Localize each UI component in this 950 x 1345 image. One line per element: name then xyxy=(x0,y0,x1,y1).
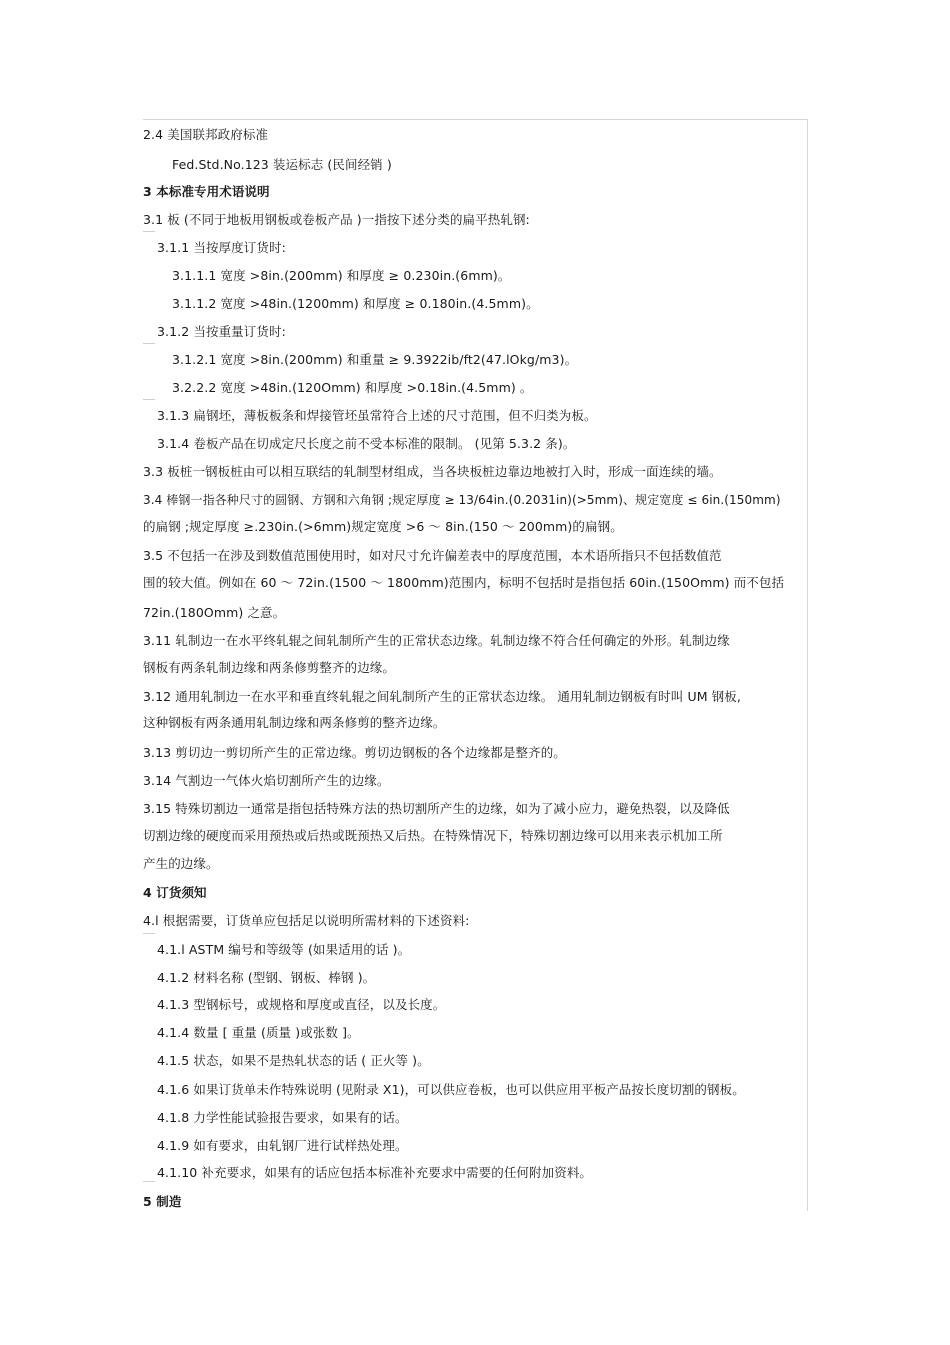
paragraph-line: Fed.Std.No.123 装运标志 (民间经销 ) xyxy=(172,157,392,172)
paragraph-line: 围的较大值。例如在 60 ～ 72in.(1500 ～ 1800mm)范围内，标明不包括时是指包括 60in.(150Omm) 而不包括 xyxy=(143,575,785,590)
list-item: 3.1.1.2 宽度 >48in.(1200mm) 和厚度 ≥ 0.180in.(4.5mm)。 xyxy=(172,296,539,311)
list-item: 4.1.10 补充要求，如果有的话应包括本标准补充要求中需要的任何附加资料。 xyxy=(157,1165,593,1180)
list-item: 4.1.4 数量 [ 重量 (质量 )或张数 ]。 xyxy=(157,1025,360,1040)
section-heading: 5 制造 xyxy=(143,1194,182,1209)
indent-marker xyxy=(143,399,155,400)
list-item: 4.1.2 材料名称 (型钢、钢板、棒钢 )。 xyxy=(157,970,376,985)
paragraph-line: 3.15 特殊切割边一通常是指包括特殊方法的热切割所产生的边缘，如为了减小应力，避免热裂，以及降低 xyxy=(143,801,730,816)
list-item: 4.1.9 如有要求，由轧钢厂进行试样热处理。 xyxy=(157,1138,408,1153)
paragraph-line: 4.l 根据需要，订货单应包括足以说明所需材料的下述资料: xyxy=(143,913,470,928)
paragraph-line: 3.3 板桩一钢板桩由可以相互联结的轧制型材组成，当各块板桩边靠边地被打入时，形成一面连续的墙。 xyxy=(143,464,722,479)
indent-marker xyxy=(143,343,155,344)
list-item: 3.2.2.2 宽度 >48in.(120Omm) 和厚度 >0.18in.(4.5mm) 。 xyxy=(172,380,533,395)
paragraph-line: 3.13 剪切边一剪切所产生的正常边缘。剪切边钢板的各个边缘都是整齐的。 xyxy=(143,745,566,760)
list-item: 3.1.1 当按厚度订货时: xyxy=(157,240,286,255)
paragraph-line: 3.11 轧制边一在水平终轧辊之间轧制所产生的正常状态边缘。轧制边缘不符合任何确定的外形。轧制边缘 xyxy=(143,633,730,648)
list-item: 3.1.2.1 宽度 >8in.(200mm) 和重量 ≥ 9.3922ib/ft2(47.lOkg/m3)。 xyxy=(172,352,578,367)
paragraph-line: 产生的边缘。 xyxy=(143,856,219,871)
list-item: 3.1.4 卷板产品在切成定尺长度之前不受本标准的限制。 (见第 5.3.2 条)。 xyxy=(157,436,576,451)
list-item: 4.1.5 状态，如果不是热轧状态的话 ( 正火等 )。 xyxy=(157,1053,430,1068)
page-frame-top xyxy=(143,119,808,120)
paragraph-line: 钢板有两条轧制边缘和两条修剪整齐的边缘。 xyxy=(143,660,396,675)
list-item: 4.1.6 如果订货单未作特殊说明 (见附录 X1)，可以供应卷板，也可以供应用平板产品按长度切割的钢板。 xyxy=(157,1082,745,1097)
section-heading: 2.4 美国联邦政府标准 xyxy=(143,127,269,142)
page-frame-right xyxy=(807,119,808,1211)
paragraph-line: 3.1 板 (不同于地板用钢板或卷板产品 )一指按下述分类的扁平热轧钢: xyxy=(143,212,530,227)
section-heading: 4 订货须知 xyxy=(143,885,207,900)
paragraph-line: 72in.(180Omm) 之意。 xyxy=(143,605,286,620)
indent-marker xyxy=(143,231,155,232)
indent-marker xyxy=(143,933,155,934)
list-item: 3.1.2 当按重量订货时: xyxy=(157,324,286,339)
list-item: 3.1.1.1 宽度 >8in.(200mm) 和厚度 ≥ 0.230in.(6mm)。 xyxy=(172,268,511,283)
paragraph-line: 这种钢板有两条通用轧制边缘和两条修剪的整齐边缘。 xyxy=(143,715,446,730)
list-item: 4.1.8 力学性能试验报告要求，如果有的话。 xyxy=(157,1110,408,1125)
paragraph-line: 3.4 棒钢一指各种尺寸的圆钢、方钢和六角钢 ;规定厚度 ≥ 13/64in.(0.2031in)(>5mm)、规定宽度 ≤ 6in.(150mm) xyxy=(143,493,781,507)
paragraph-line: 3.12 通用轧制边一在水平和垂直终轧辊之间轧制所产生的正常状态边缘。 通用轧制边钢板有时叫 UM 钢板, xyxy=(143,689,741,704)
list-item: 4.1.3 型钢标号，或规格和厚度或直径，以及长度。 xyxy=(157,997,446,1012)
indent-marker xyxy=(143,1181,155,1182)
paragraph-line: 的扁钢 ;规定厚度 ≥.230in.(>6mm)规定宽度 >6 ～ 8in.(150 ～ 200mm)的扁钢。 xyxy=(143,519,623,534)
section-heading: 3 本标准专用术语说明 xyxy=(143,184,270,199)
paragraph-line: 切割边缘的硬度而采用预热或后热或既预热又后热。在特殊情况下，特殊切割边缘可以用来表示机加工所 xyxy=(143,828,723,843)
list-item: 3.1.3 扁钢坯，薄板板条和焊接管坯虽常符合上述的尺寸范围，但不归类为板。 xyxy=(157,408,597,423)
paragraph-line: 3.14 气割边一气体火焰切割所产生的边缘。 xyxy=(143,773,390,788)
paragraph-line: 3.5 不包括一在涉及到数值范围使用时，如对尺寸允许偏差表中的厚度范围，本术语所指只不包括数值范 xyxy=(143,548,722,563)
list-item: 4.1.l ASTM 编号和等级等 (如果适用的话 )。 xyxy=(157,942,411,957)
